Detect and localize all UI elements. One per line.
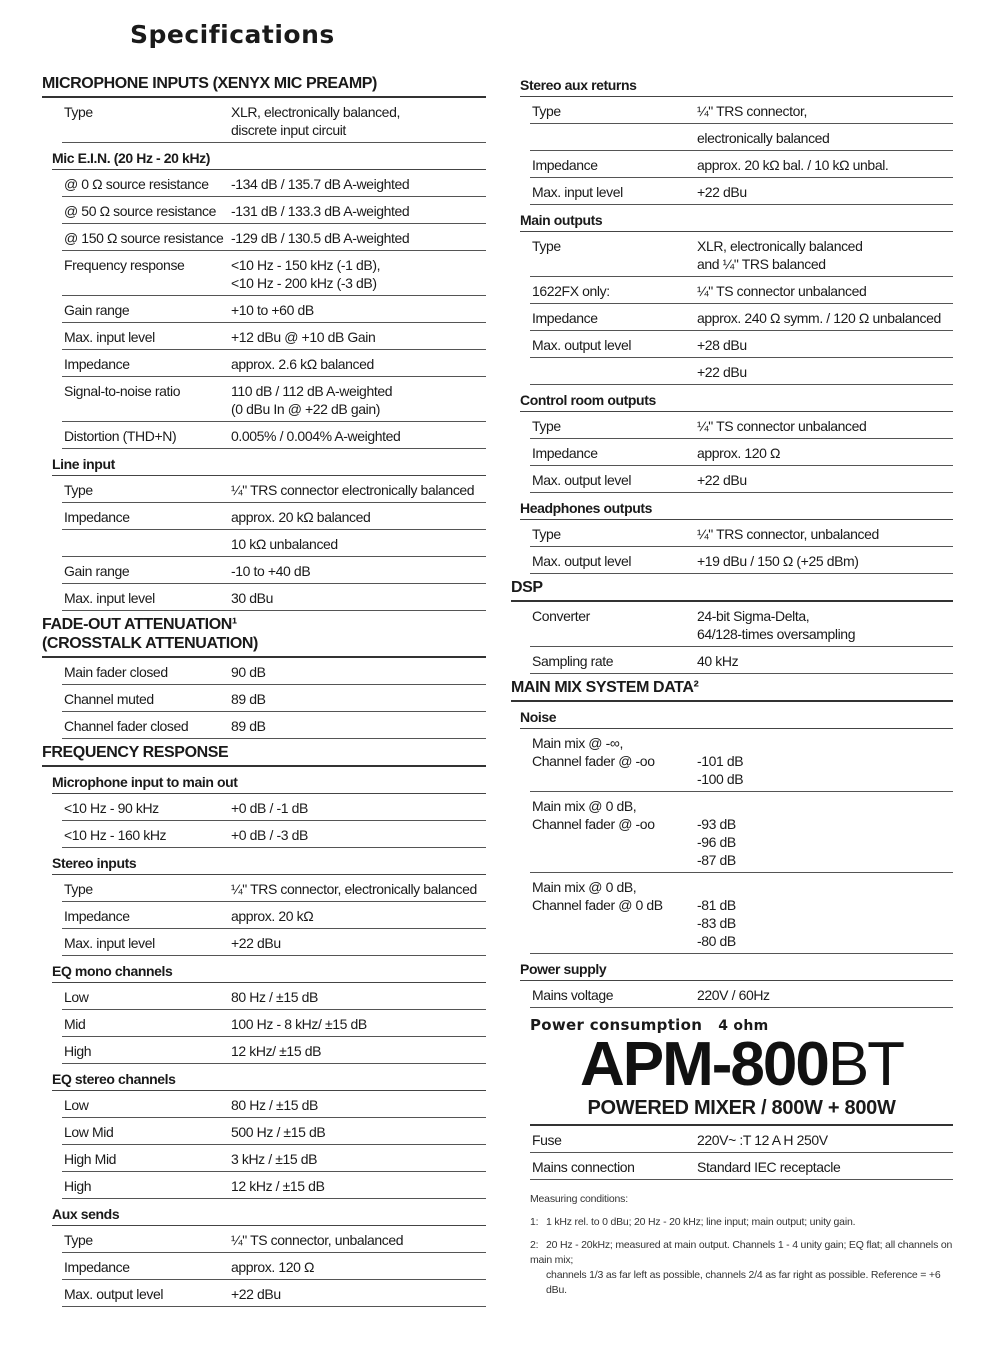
spec-label <box>62 535 231 553</box>
spec-value-line: +10 to +60 dB <box>231 302 314 318</box>
spec-value <box>231 663 486 681</box>
spec-value-line: +22 dBu <box>697 472 747 488</box>
spec-value-line: approx. 120 Ω <box>697 445 781 461</box>
spec-label: Main fader closed <box>64 664 168 680</box>
spec-value-line: discrete input circuit <box>231 122 346 138</box>
spec-label: Impedance <box>64 356 130 372</box>
spec-row <box>62 1253 486 1280</box>
spec-value <box>231 1015 486 1033</box>
spec-row <box>530 647 953 674</box>
spec-value-line: XLR, electronically balanced <box>697 238 863 254</box>
spec-row <box>62 530 486 557</box>
right-spec-list <box>511 70 953 1008</box>
spec-label: <10 Hz - 90 kHz <box>64 800 159 816</box>
spec-label: Gain range <box>64 302 130 318</box>
spec-value-line: approx. 2.6 kΩ balanced <box>231 356 374 372</box>
note-1-text: 1 kHz rel. to 0 dBu; 20 Hz - 20 kHz; line input; main output; unity gain. <box>546 1216 856 1228</box>
spec-row <box>62 821 486 848</box>
measuring-notes <box>530 1180 953 1298</box>
noise-value-line: -87 dB <box>697 852 736 868</box>
noise-row <box>530 873 953 954</box>
spec-label: Impedance <box>64 1259 130 1275</box>
spec-label: <10 Hz - 160 kHz <box>64 827 167 843</box>
spec-value <box>697 309 953 327</box>
noise-value-line: -80 dB <box>697 933 736 949</box>
spec-value-line: +22 dBu <box>697 364 747 380</box>
spec-value-line: 80 Hz / ±15 dB <box>231 1097 318 1113</box>
spec-value-line: -134 dB / 135.7 dB A-weighted <box>231 176 410 192</box>
spec-value <box>231 427 486 445</box>
spec-label: Type <box>64 1232 93 1248</box>
spec-value <box>231 382 486 418</box>
spec-row <box>62 323 486 350</box>
noise-value-line: -96 dB <box>697 834 736 850</box>
subsection-heading: Control room outputs <box>520 385 953 412</box>
spec-label: Low <box>64 1097 89 1113</box>
spec-label: High <box>64 1043 92 1059</box>
spec-value-line: -129 dB / 130.5 dB A-weighted <box>231 230 410 246</box>
spec-value <box>231 1231 486 1249</box>
section-heading-line: DSP <box>511 579 543 596</box>
spec-label: Signal-to-noise ratio <box>64 383 181 399</box>
spec-value-line: 24-bit Sigma-Delta, <box>697 608 810 624</box>
subsection-heading: Aux sends <box>52 1199 486 1226</box>
section-heading-line: MICROPHONE INPUTS (XENYX MIC PREAMP) <box>42 75 377 92</box>
spec-label: Mains voltage <box>532 987 614 1003</box>
spec-value <box>231 1123 486 1141</box>
spec-value-line: 89 dB <box>231 691 266 707</box>
spec-label: Type <box>532 526 561 542</box>
spec-row <box>62 1145 486 1172</box>
spec-value-line: ¼" TRS connector, electronically balanced <box>231 881 477 897</box>
spec-row <box>62 658 486 685</box>
spec-value-line: XLR, electronically balanced, <box>231 104 400 120</box>
noise-condition-line: Channel fader @ 0 dB <box>532 897 663 913</box>
spec-value-line: 10 kΩ unbalanced <box>231 536 338 552</box>
spec-value <box>231 934 486 952</box>
subsection-heading: Power supply <box>520 954 953 981</box>
spec-row <box>530 358 953 385</box>
spec-value <box>231 1096 486 1114</box>
spec-value-line: ¼" TS connector unbalanced <box>697 283 867 299</box>
spec-value <box>697 102 953 120</box>
product-model-main: APM-800 <box>579 1030 828 1099</box>
spec-row <box>530 277 953 304</box>
spec-row <box>530 97 953 124</box>
spec-value-line: 0.005% / 0.004% A-weighted <box>231 428 401 444</box>
product-subtitle: POWERED MIXER / 800W + 800W <box>530 1096 953 1126</box>
spec-value <box>231 880 486 898</box>
noise-condition-line: Main mix @ 0 dB, <box>532 798 637 814</box>
section-heading-line: FREQUENCY RESPONSE <box>42 744 229 761</box>
subsection-heading: EQ mono channels <box>52 956 486 983</box>
page-title: Specifications <box>130 20 335 49</box>
spec-label: @ 50 Ω source resistance <box>64 203 217 219</box>
spec-row <box>530 602 953 647</box>
spec-label: Max. input level <box>532 184 623 200</box>
spec-row <box>530 178 953 205</box>
subsection-heading: Stereo inputs <box>52 848 486 875</box>
spec-label <box>530 129 697 147</box>
spec-row <box>62 476 486 503</box>
spec-value-line: 40 kHz <box>697 653 739 669</box>
spec-value <box>231 508 486 526</box>
spec-value <box>231 717 486 735</box>
noise-value-line: -101 dB <box>697 753 744 769</box>
spec-row <box>62 170 486 197</box>
subsection-heading: Microphone input to main out <box>52 767 486 794</box>
product-model <box>530 1030 953 1099</box>
spec-label: Max. output level <box>532 472 632 488</box>
spec-value-line: +22 dBu <box>697 184 747 200</box>
spec-label: Impedance <box>64 509 130 525</box>
spec-label: @ 0 Ω source resistance <box>64 176 209 192</box>
spec-value <box>231 562 486 580</box>
note-2 <box>530 1238 953 1298</box>
spec-value-line: 110 dB / 112 dB A-weighted <box>231 383 393 399</box>
spec-value <box>231 690 486 708</box>
section-heading-line: MAIN MIX SYSTEM DATA² <box>511 679 699 696</box>
spec-value <box>697 607 953 643</box>
subsection-heading: Main outputs <box>520 205 953 232</box>
spec-label: Mains connection <box>532 1159 635 1175</box>
noise-value-line: -93 dB <box>697 816 736 832</box>
product-model-suffix: BT <box>827 1030 904 1099</box>
spec-row <box>62 557 486 584</box>
spec-value <box>697 986 953 1004</box>
noise-condition-line: Main mix @ 0 dB, <box>532 879 637 895</box>
power-consumption-text: Power consumption <box>530 1016 703 1034</box>
spec-value <box>697 183 953 201</box>
spec-row <box>62 98 486 143</box>
spec-value <box>697 1131 953 1149</box>
spec-row <box>530 412 953 439</box>
spec-label: Max. input level <box>64 590 155 606</box>
noise-value-line: -83 dB <box>697 915 736 931</box>
spec-label: Max. output level <box>532 553 632 569</box>
spec-label: High <box>64 1178 92 1194</box>
spec-value-line: approx. 20 kΩ balanced <box>231 509 371 525</box>
spec-value-line: 500 Hz / ±15 dB <box>231 1124 326 1140</box>
spec-row <box>62 197 486 224</box>
spec-value <box>697 444 953 462</box>
note-2-text-b: channels 1/3 as far left as possible, channels 2/4 as far right as possible. Reference = +6 dBu. <box>546 1269 941 1296</box>
spec-row <box>530 232 953 277</box>
spec-value-line: +22 dBu <box>231 935 281 951</box>
spec-value <box>231 535 486 553</box>
spec-value <box>697 525 953 543</box>
spec-label: Channel muted <box>64 691 154 707</box>
spec-label: Distortion (THD+N) <box>64 428 177 444</box>
spec-label: Sampling rate <box>532 653 614 669</box>
section-heading <box>511 574 953 602</box>
noise-values <box>697 734 953 788</box>
spec-row <box>62 1226 486 1253</box>
right-spec-column <box>511 70 953 1306</box>
spec-label: Gain range <box>64 563 130 579</box>
subsection-heading: Mic E.I.N. (20 Hz - 20 kHz) <box>52 143 486 170</box>
section-heading <box>42 739 486 767</box>
note-2-number: 2: <box>530 1239 539 1251</box>
spec-label: Type <box>532 103 561 119</box>
spec-row <box>62 1010 486 1037</box>
spec-value <box>697 652 953 670</box>
spec-value <box>231 1258 486 1276</box>
noise-value-line: -100 dB <box>697 771 744 787</box>
spec-label: Converter <box>532 608 590 624</box>
noise-condition-line: Main mix @ -∞, <box>532 735 623 751</box>
spec-row <box>530 304 953 331</box>
spec-value <box>697 363 953 381</box>
spec-value-line: 30 dBu <box>231 590 273 606</box>
section-heading-line: (CROSSTALK ATTENUATION) <box>42 635 258 652</box>
spec-value <box>231 1042 486 1060</box>
spec-row <box>62 1037 486 1064</box>
spec-value-line: +19 dBu / 150 Ω (+25 dBm) <box>697 553 859 569</box>
spec-value-line: approx. 240 Ω symm. / 120 Ω unbalanced <box>697 310 941 326</box>
section-heading <box>511 674 953 702</box>
right-tail-list <box>511 1126 953 1180</box>
spec-value <box>697 552 953 570</box>
noise-condition <box>530 878 697 950</box>
noise-values <box>697 797 953 869</box>
note-1-number: 1: <box>530 1216 539 1228</box>
spec-label: Max. input level <box>64 329 155 345</box>
spec-value <box>231 175 486 193</box>
spec-value-line: +0 dB / -3 dB <box>231 827 308 843</box>
spec-row <box>62 1172 486 1199</box>
spec-value-line: ¼" TRS connector, unbalanced <box>697 526 879 542</box>
spec-row <box>62 350 486 377</box>
spec-value-line: 12 kHz/ ±15 dB <box>231 1043 322 1059</box>
spec-value <box>231 1285 486 1303</box>
spec-value <box>231 799 486 817</box>
spec-row <box>62 251 486 296</box>
spec-label: Impedance <box>64 908 130 924</box>
spec-row <box>530 520 953 547</box>
spec-label: Impedance <box>532 310 598 326</box>
spec-value-line: ¼" TS connector unbalanced <box>697 418 867 434</box>
spec-value-line: 220V / 60Hz <box>697 987 770 1003</box>
spec-row <box>62 1280 486 1307</box>
spec-value-line: 90 dB <box>231 664 266 680</box>
spec-value-line: 3 kHz / ±15 dB <box>231 1151 318 1167</box>
spec-row <box>62 929 486 956</box>
spec-row <box>530 124 953 151</box>
spec-row <box>62 685 486 712</box>
spec-value-line: approx. 120 Ω <box>231 1259 315 1275</box>
section-heading <box>42 70 486 98</box>
spec-label: Type <box>64 482 93 498</box>
noise-value-line: -81 dB <box>697 897 736 913</box>
spec-row <box>62 224 486 251</box>
spec-value-line: +0 dB / -1 dB <box>231 800 308 816</box>
spec-row <box>62 296 486 323</box>
spec-value-line: approx. 20 kΩ <box>231 908 314 924</box>
spec-row <box>530 547 953 574</box>
spec-value <box>231 1150 486 1168</box>
spec-label <box>530 363 697 381</box>
spec-row <box>62 422 486 449</box>
spec-label: Impedance <box>532 445 598 461</box>
noise-condition-line: Channel fader @ -oo <box>532 816 655 832</box>
spec-value <box>697 237 953 273</box>
subsection-heading: Line input <box>52 449 486 476</box>
note-1 <box>530 1215 953 1230</box>
spec-value-line: ¼" TRS connector, <box>697 103 807 119</box>
spec-value <box>231 988 486 1006</box>
noise-row <box>530 729 953 792</box>
spec-label: Channel fader closed <box>64 718 189 734</box>
spec-row <box>530 1153 953 1180</box>
spec-value-line: 64/128-times oversampling <box>697 626 856 642</box>
spec-label: Low Mid <box>64 1124 114 1140</box>
section-heading-line: FADE-OUT ATTENUATION¹ <box>42 616 237 633</box>
spec-value-line: electronically balanced <box>697 130 830 146</box>
spec-value-line: +12 dBu @ +10 dB Gain <box>231 329 376 345</box>
spec-label: High Mid <box>64 1151 117 1167</box>
spec-value <box>231 589 486 607</box>
spec-value <box>231 481 486 499</box>
section-heading <box>42 611 486 658</box>
spec-row <box>530 331 953 358</box>
spec-value <box>697 156 953 174</box>
spec-value-line: 89 dB <box>231 718 266 734</box>
spec-label: Fuse <box>532 1132 562 1148</box>
spec-row <box>62 584 486 611</box>
spec-row <box>62 1118 486 1145</box>
subsection-heading: Stereo aux returns <box>520 70 953 97</box>
spec-label: 1622FX only: <box>532 283 610 299</box>
spec-label: @ 150 Ω source resistance <box>64 230 224 246</box>
spec-value-line: 100 Hz - 8 kHz/ ±15 dB <box>231 1016 367 1032</box>
spec-value-line: +22 dBu <box>231 1286 281 1302</box>
spec-value-line: -131 dB / 133.3 dB A-weighted <box>231 203 410 219</box>
spec-value-line: <10 Hz - 150 kHz (-1 dB), <box>231 257 381 273</box>
spec-row <box>62 377 486 422</box>
spec-label: Max. output level <box>532 337 632 353</box>
spec-value <box>697 417 953 435</box>
spec-label: Max. input level <box>64 935 155 951</box>
spec-value-line: Standard IEC receptacle <box>697 1159 841 1175</box>
subsection-heading: Headphones outputs <box>520 493 953 520</box>
spec-label: Impedance <box>532 157 598 173</box>
noise-row <box>530 792 953 873</box>
spec-row <box>62 503 486 530</box>
spec-label: Type <box>64 881 93 897</box>
spec-value-line: 80 Hz / ±15 dB <box>231 989 318 1005</box>
noise-condition-line: Channel fader @ -oo <box>532 753 655 769</box>
spec-row <box>62 712 486 739</box>
spec-value-line: (0 dBu In @ +22 dB gain) <box>231 401 380 417</box>
spec-value <box>697 471 953 489</box>
spec-label: Type <box>532 418 561 434</box>
left-spec-column <box>42 70 486 1307</box>
spec-value-line: 12 kHz / ±15 dB <box>231 1178 325 1194</box>
subsection-heading: Noise <box>520 702 953 729</box>
spec-label: Type <box>532 238 561 254</box>
spec-value-line: +28 dBu <box>697 337 747 353</box>
spec-value <box>231 103 486 139</box>
spec-value <box>231 229 486 247</box>
spec-value <box>697 129 953 147</box>
spec-value-line: 220V~ :T 12 A H 250V <box>697 1132 828 1148</box>
spec-row <box>62 1091 486 1118</box>
spec-value <box>697 1158 953 1176</box>
spec-value <box>231 355 486 373</box>
spec-row <box>530 981 953 1008</box>
note-2-text-a: 20 Hz - 20kHz; measured at main output. Channels 1 - 4 unity gain; EQ flat; all channels on main mix; <box>530 1239 953 1266</box>
spec-label: Max. output level <box>64 1286 164 1302</box>
spec-value <box>231 256 486 292</box>
spec-value <box>231 301 486 319</box>
notes-heading: Measuring conditions: <box>530 1193 628 1205</box>
noise-condition <box>530 734 697 788</box>
spec-value <box>697 282 953 300</box>
spec-row <box>62 902 486 929</box>
spec-value-line: <10 Hz - 200 kHz (-3 dB) <box>231 275 377 291</box>
spec-label: Type <box>64 104 93 120</box>
spec-value-line: approx. 20 kΩ bal. / 10 kΩ unbal. <box>697 157 889 173</box>
product-brand-block <box>530 1030 953 1126</box>
noise-values <box>697 878 953 950</box>
spec-row <box>530 466 953 493</box>
spec-value <box>697 336 953 354</box>
power-consumption-ohm: 4 ohm <box>718 1018 769 1034</box>
spec-row <box>530 439 953 466</box>
spec-row <box>530 151 953 178</box>
spec-value <box>231 202 486 220</box>
spec-value-line: ¼" TRS connector electronically balanced <box>231 482 475 498</box>
subsection-heading: EQ stereo channels <box>52 1064 486 1091</box>
spec-row <box>530 1126 953 1153</box>
spec-value <box>231 328 486 346</box>
spec-value <box>231 907 486 925</box>
spec-row <box>62 794 486 821</box>
spec-row <box>62 983 486 1010</box>
spec-label: Frequency response <box>64 257 185 273</box>
spec-value <box>231 826 486 844</box>
noise-condition <box>530 797 697 869</box>
spec-label: Mid <box>64 1016 86 1032</box>
spec-value <box>231 1177 486 1195</box>
spec-value-line: -10 to +40 dB <box>231 563 311 579</box>
spec-row <box>62 875 486 902</box>
spec-value-line: ¼" TS connector, unbalanced <box>231 1232 404 1248</box>
spec-value-line: and ¼" TRS balanced <box>697 256 826 272</box>
spec-label: Low <box>64 989 89 1005</box>
